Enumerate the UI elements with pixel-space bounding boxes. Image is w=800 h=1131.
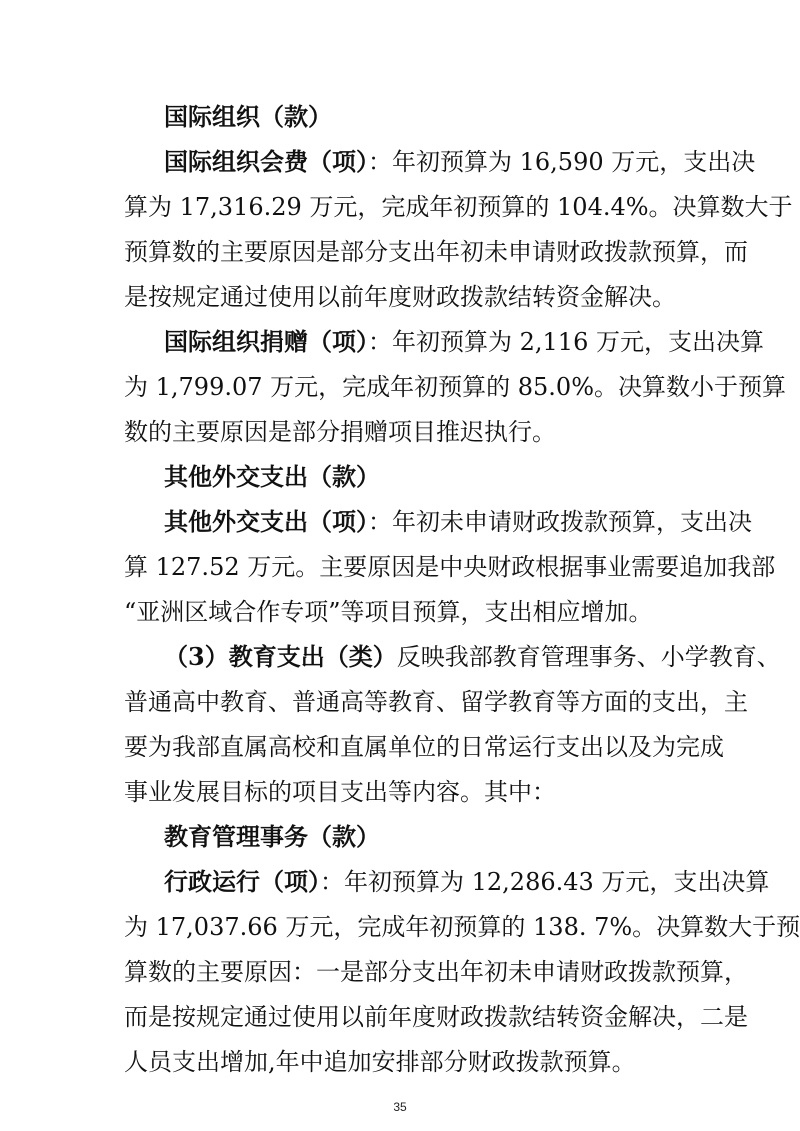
line-text: ：年初预算为 16,590 万元，支出决 (368, 148, 756, 176)
line-text: 为 1,799.07 万元，完成年初预算的 85.0%。决算数小于预算 (124, 373, 787, 401)
text-line (124, 595, 684, 629)
text-line (124, 910, 800, 944)
page-number: 35 (393, 1100, 407, 1114)
line-text: ：年初未申请财政拨款预算，支出决 (368, 508, 752, 536)
text-line (164, 325, 764, 359)
text-line (124, 730, 724, 764)
text-line (124, 775, 684, 809)
line-bold: 教育管理事务（款） (164, 822, 380, 851)
text-line (124, 415, 684, 449)
text-line (124, 190, 793, 224)
line-text: 算为 17,316.29 万元，完成年初预算的 104.4%。决算数大于 (124, 193, 793, 221)
line-bold: 国际组织会费（项） (164, 147, 368, 176)
text-line (124, 1045, 684, 1079)
text-line (124, 550, 776, 584)
text-line (164, 865, 770, 899)
line-bold: 国际组织捐赠（项） (164, 327, 368, 356)
line-text: 预算数的主要原因是部分支出年初未申请财政拨款预算，而 (124, 238, 748, 266)
line-text: ：年初预算为 2,116 万元，支出决算 (368, 328, 764, 356)
line-text: 是按规定通过使用以前年度财政拨款结转资金解决。 (124, 283, 676, 311)
line-text: “亚洲区域合作专项”等项目预算，支出相应增加。 (124, 598, 653, 626)
text-line (124, 235, 748, 269)
line-text: 事业发展目标的项目支出等内容。其中： (124, 778, 556, 806)
line-text: 为 17,037.66 万元，完成年初预算的 138. 7%。决算数大于预 (124, 913, 800, 941)
text-line (124, 370, 787, 404)
text-line (164, 505, 752, 539)
line-text: 算 127.52 万元。主要原因是中央财政根据事业需要追加我部 (124, 553, 776, 581)
line-text: 而是按规定通过使用以前年度财政拨款结转资金解决，二是 (124, 1003, 748, 1031)
line-bold: 行政运行（项） (164, 867, 320, 896)
line-bold: （3）教育支出（类） (164, 642, 397, 671)
line-text: 算数的主要原因：一是部分支出年初未申请财政拨款预算， (124, 958, 748, 986)
line-text: 人员支出增加,年中追加安排部分财政拨款预算。 (124, 1048, 636, 1076)
text-line (164, 640, 781, 674)
line-text: 要为我部直属高校和直属单位的日常运行支出以及为完成 (124, 733, 724, 761)
line-bold: 其他外交支出（款） (164, 462, 380, 491)
text-line (124, 955, 748, 989)
line-text: 普通高中教育、普通高等教育、留学教育等方面的支出，主 (124, 688, 748, 716)
line-bold: 国际组织（款） (164, 102, 332, 131)
line-text: ：年初预算为 12,286.43 万元，支出决算 (320, 868, 770, 896)
line-text: 数的主要原因是部分捐赠项目推迟执行。 (124, 418, 556, 446)
heading-education-management (164, 820, 684, 854)
heading-international-organizations (164, 100, 684, 134)
line-bold: 其他外交支出（项） (164, 507, 368, 536)
heading-other-diplomatic-expenditure (164, 460, 684, 494)
text-line (164, 145, 756, 179)
text-line (124, 280, 684, 314)
text-line (124, 685, 748, 719)
text-line (124, 1000, 748, 1034)
line-text: 反映我部教育管理事务、小学教育、 (396, 643, 781, 671)
